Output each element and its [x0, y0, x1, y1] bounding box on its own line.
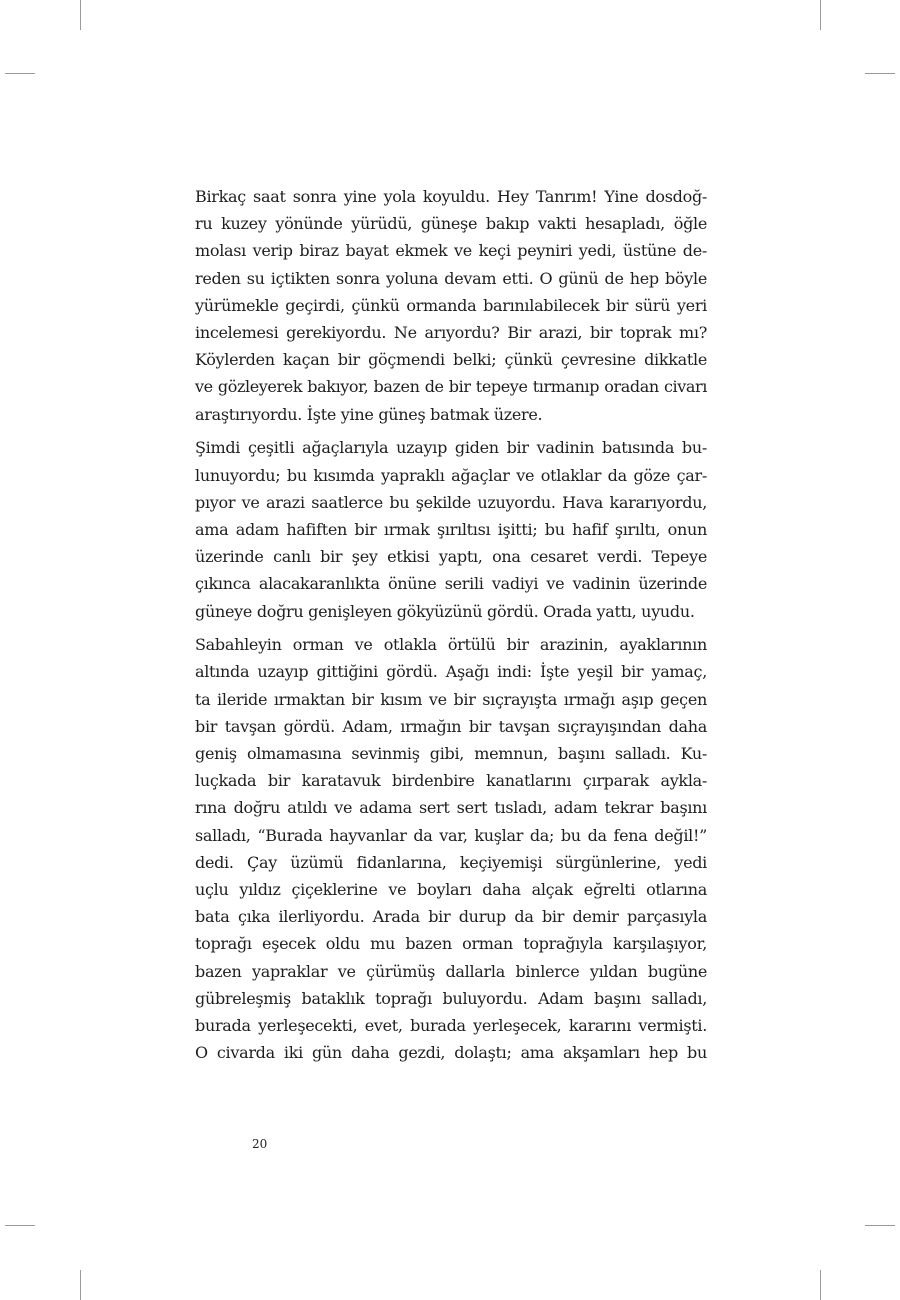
- paragraph-1: [195, 183, 707, 428]
- text-line: güneye doğru genişleyen gökyüzünü gördü. Orada yattı, uyudu.: [195, 601, 695, 621]
- page-number: 20: [252, 1137, 268, 1151]
- text-line: ama adam hafiften bir ırmak şırıltısı işitti; bu hafif şırıltı, onun: [195, 519, 707, 539]
- text-line: ru kuzey yönünde yürüdü, güneşe bakıp vakti hesapladı, öğle: [195, 214, 707, 234]
- text-line: altında uzayıp gittiğini gördü. Aşağı indi: İşte yeşil bir yamaç,: [195, 662, 707, 682]
- crop-mark-right-top: [865, 73, 895, 74]
- text-line: yürümekle geçirdi, çünkü ormanda barınılabilecek bir sürü yeri: [195, 295, 707, 315]
- text-line: toprağı eşecek oldu mu bazen orman toprağıyla karşılaşıyor,: [195, 934, 707, 954]
- text-line: reden su içtikten sonra yoluna devam etti. O günü de hep böyle: [195, 268, 707, 288]
- body-text: [195, 183, 707, 1067]
- text-line: Şimdi çeşitli ağaçlarıyla uzayıp giden bir vadinin batısında bu-: [195, 438, 707, 458]
- text-line: Köylerden kaçan bir göçmendi belki; çünkü çevresine dikkatle: [195, 350, 707, 370]
- text-line: pıyor ve arazi saatlerce bu şekilde uzuyordu. Hava kararıyordu,: [195, 492, 707, 512]
- text-line: incelemesi gerekiyordu. Ne arıyordu? Bir arazi, bir toprak mı?: [195, 323, 707, 343]
- paragraph-2: [195, 434, 707, 624]
- paragraph-3: [195, 631, 707, 1066]
- crop-mark-bottom-left: [80, 1270, 81, 1300]
- crop-mark-right-bottom: [865, 1225, 895, 1226]
- text-line: rına doğru atıldı ve adama sert sert tısladı, adam tekrar başını: [195, 798, 707, 818]
- text-line: ve gözleyerek bakıyor, bazen de bir tepeye tırmanıp oradan civarı: [195, 377, 707, 397]
- text-line: uçlu yıldız çiçeklerine ve boyları daha alçak eğrelti otlarına: [195, 880, 707, 900]
- text-line: O civarda iki gün daha gezdi, dolaştı; ama akşamları hep bu: [195, 1043, 707, 1063]
- text-line: salladı, “Burada hayvanlar da var, kuşlar da; bu da fena değil!”: [195, 825, 707, 845]
- crop-mark-left-bottom: [5, 1225, 35, 1226]
- text-line: bazen yapraklar ve çürümüş dallarla binlerce yıldan bugüne: [195, 961, 707, 981]
- text-line: geniş olmamasına sevinmiş gibi, memnun, başını salladı. Ku-: [195, 744, 707, 764]
- text-line: üzerinde canlı bir şey etkisi yaptı, ona cesaret verdi. Tepeye: [195, 547, 707, 567]
- text-line: ta ileride ırmaktan bir kısım ve bir sıçrayışta ırmağı aşıp geçen: [195, 689, 707, 709]
- text-line: molası verip biraz bayat ekmek ve keçi peyniri yedi, üstüne de-: [195, 241, 707, 261]
- text-line: Sabahleyin orman ve otlakla örtülü bir arazinin, ayaklarının: [195, 635, 707, 655]
- text-line: gübreleşmiş bataklık toprağı buluyordu. Adam başını salladı,: [195, 988, 707, 1008]
- crop-mark-top-right: [820, 0, 821, 30]
- text-line: lunuyordu; bu kısımda yapraklı ağaçlar ve otlaklar da göze çar-: [195, 465, 707, 485]
- text-line: dedi. Çay üzümü fidanlarına, keçiyemişi sürgünlerine, yedi: [195, 852, 707, 872]
- text-line: bata çıka ilerliyordu. Arada bir durup da bir demir parçasıyla: [195, 907, 707, 927]
- text-line: araştırıyordu. İşte yine güneş batmak üzere.: [195, 404, 543, 424]
- text-line: luçkada bir karatavuk birdenbire kanatlarını çırparak aykla-: [195, 771, 707, 791]
- crop-mark-bottom-right: [820, 1270, 821, 1300]
- text-line: burada yerleşecekti, evet, burada yerleşecek, kararını vermişti.: [195, 1016, 707, 1036]
- text-line: Birkaç saat sonra yine yola koyuldu. Hey Tanrım! Yine dosdoğ-: [195, 187, 707, 206]
- crop-mark-top-left: [80, 0, 81, 30]
- crop-mark-left-top: [5, 73, 35, 74]
- text-line: çıkınca alacakaranlıkta önüne serili vadiyi ve vadinin üzerinde: [195, 574, 707, 594]
- text-line: bir tavşan gördü. Adam, ırmağın bir tavşan sıçrayışından daha: [195, 716, 707, 736]
